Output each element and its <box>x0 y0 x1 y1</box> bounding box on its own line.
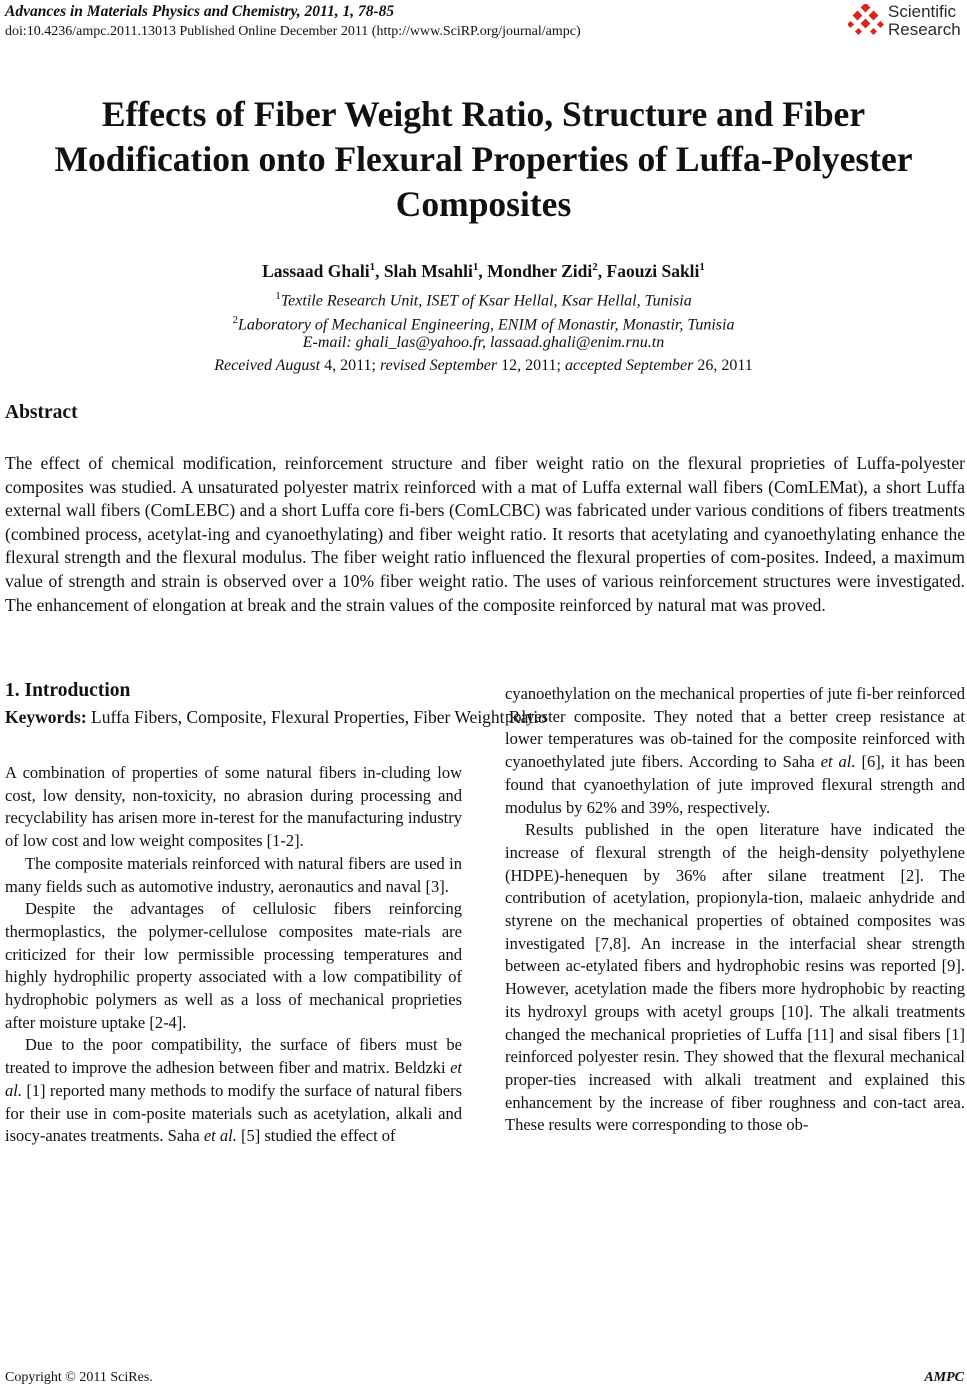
right-column <box>505 683 965 1137</box>
paragraph: Despite the advantages of cellulosic fibers reinforcing thermoplastics, the polymer-cellulose composites mate-rials are criticized for their low permissible processing temperatures and highly hydrophilic property associated with a low compatibility of hydrophobic polymers as well as a loss of mechanical proprieties after moisture uptake [2-4]. <box>5 899 462 1032</box>
title-line-2: Modification onto Flexural Properties of Luffa-Polyester <box>54 139 913 179</box>
journal-header <box>5 3 725 41</box>
author-affil-mark: 1 <box>699 261 705 273</box>
keywords-label: Keywords: <box>5 707 87 727</box>
publisher-logo-icon <box>848 4 884 38</box>
affiliation-1: $^1$Textile Research Unit, ISET of Ksar Hellal, Ksar Hellal, Tunisia <box>275 290 692 310</box>
abstract-text: The effect of chemical modification, reinforcement structure and fiber weight ratio on the flexural proprieties of Luffa-polyester composites was studied. A unsaturated polyester matrix reinforced with a mat of Luffa external wall fibers (ComLEMat), a short Luffa external wall fibers (ComLEBC) and a short Luffa core fi-bers (ComLCBC) was fabricated under various conditions of fibers treatments (combined process, acetylat-ing and cyanoethylating) and fiber weight ratio. It resorts that acetylating and cyanoethylating enhance the flexural strength and the flexural modulus. The fiber weight ratio influenced the flexural properties of com-posites. Indeed, a maximum value of strength and strain is observed over a 10% fiber weight ratio. The uses of various reinforcement structures were investigated. The enhancement of elongation at break and the strain values of the composite reinforced by natural mat was proved. <box>5 453 965 615</box>
author-name: Faouzi Sakli <box>606 260 700 281</box>
journal-name: Advances in Materials Physics and Chemistry <box>5 3 297 20</box>
doi-line: doi:10.4236/ampc.2011.13013 Published Online December 2011 (http://www.SciRP.org/journal/ampc) <box>5 24 581 39</box>
title-line-1: Effects of Fiber Weight Ratio, Structure and Fiber <box>101 94 866 134</box>
paragraph: A combination of properties of some natural fibers in-cluding low cost, low density, non-toxicity, no abrasion during processing and recyclability has arisen more in-terest for the manufacturing industry of low cost and low weight composites [1-2]. <box>5 763 462 851</box>
dates-line: Received August 4, 2011; revised September 12, 2011; accepted September 26, 2011 <box>214 357 753 374</box>
copyright-notice: Copyright © 2011 SciRes. <box>5 1370 153 1385</box>
paragraph: cyanoethylation on the mechanical properties of jute fi-ber reinforced polyester composite. They noted that a better creep resistance at lower temperatures was ob-tained for the composite reinforced with cyanoethylated jute fibers. According to Saha et al. [6], it has been found that cyanoethylation of jute improved flexural strength and modulus by 62% and 39%, respectively. <box>505 684 965 817</box>
author-affil-mark: 1 <box>472 261 479 273</box>
author-affil-mark: 2 <box>592 261 598 273</box>
journal-issue: , 2011, 1, 78-85 <box>296 3 395 20</box>
affiliation-2: $^2$Laboratory of Mechanical Engineering, ENIM of Monastir, Monastir, Tunisia <box>232 314 735 334</box>
footer-journal-abbr: AMPC <box>924 1370 964 1385</box>
author-name: Mondher Zidi <box>487 260 593 281</box>
title-line-3: Composites <box>395 184 572 224</box>
paper-title <box>0 92 967 227</box>
paragraph: Results published in the open literature have indicated the increase of flexural strength of the heigh-density polyethylene (HDPE)-henequen by 36% after silane treatment [2]. The contribution of acetylation, propionyla-tion, malaeic anhydride and styrene on the mechanical properties of obtained composites was investigated [7,8]. An increase in the interfacial shear strength between ac-etylated fibers and hydrophobic resins was reported [9]. However, acetylation made the fibers more hydrophobic by reacting its hydroxyl groups with acetyl groups [10]. The alkali treatments changed the mechanical proprieties of Luffa [11] and sisal fibers [1] reinforced polyester resin. They showed that the flexural mechanical proper-ties increased with alkali treatment and explained this enhancement by the increase of fiber roughness and con-tact area. These results were corresponding to those ob- <box>505 820 965 1135</box>
publisher-logo <box>848 2 966 42</box>
author-name: Lassaad Ghali <box>262 260 370 281</box>
journal-citation <box>5 3 725 21</box>
introduction-heading: 1. Introduction <box>5 680 131 701</box>
logo-word-scientific: Scientific <box>888 2 957 21</box>
keywords-text: Luffa Fibers, Composite, Flexural Properties, Fiber Weight Ratio <box>86 707 547 727</box>
paragraph: Due to the poor compatibility, the surface of fibers must be treated to improve the adhesion between fiber and matrix. Beldzki et al. [1] reported many methods to modify the surface of natural fibers for their use in com-posite materials such as acetylation, alkali and isocy-anates treatments. Saha et al. [5] studied the effect of <box>5 1035 462 1146</box>
paragraph: The composite materials reinforced with natural fibers are used in many fields such as automotive industry, aeronautics and naval [3]. <box>5 853 462 896</box>
author-list: Lassaad Ghali$^1$, Slah Msahli$^1$, Mondher Zidi$^2$, Faouzi Sakli$^1$ <box>262 260 705 281</box>
author-affil-mark: 1 <box>369 261 376 273</box>
logo-word-research: Research <box>888 20 961 39</box>
abstract-heading: Abstract <box>5 402 78 423</box>
author-name: Slah Msahli <box>383 260 473 281</box>
email-line: E-mail: ghali_las@yahoo.fr, lassaad.ghali@enim.rnu.tn <box>302 334 665 351</box>
